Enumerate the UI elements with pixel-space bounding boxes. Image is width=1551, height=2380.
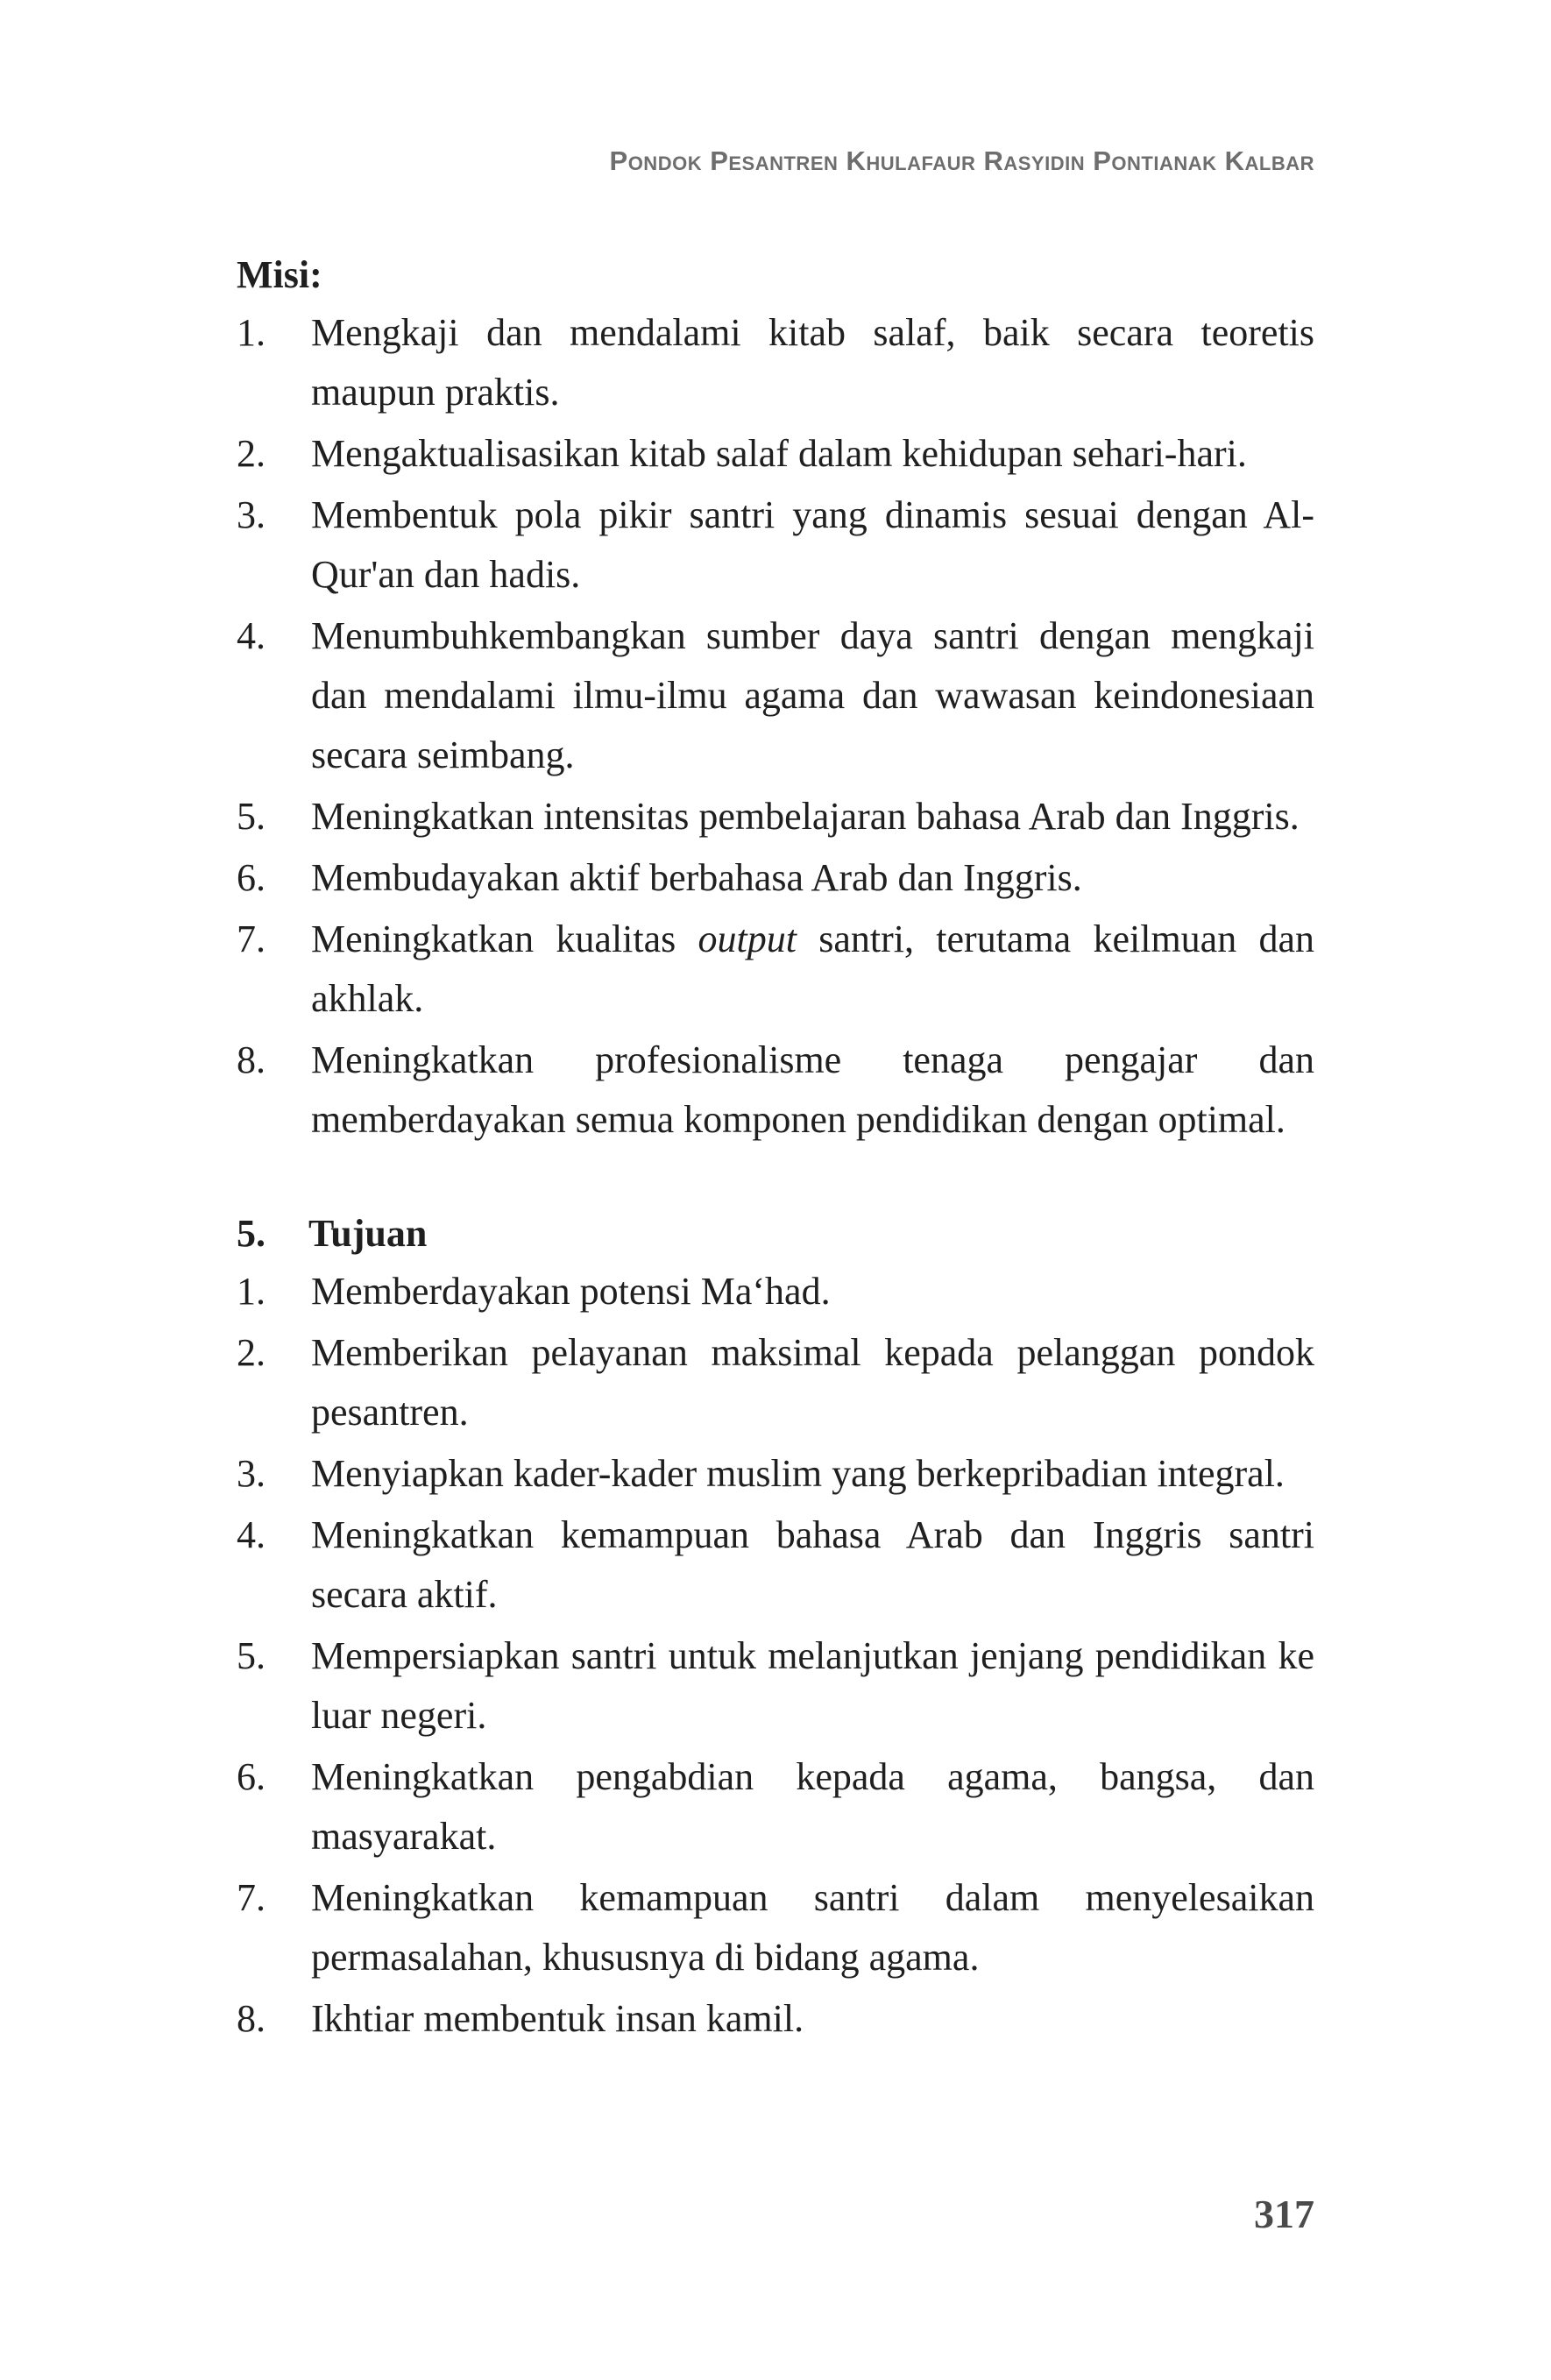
list-text: Menyiapkan kader-kader muslim yang berkepribadian integral. xyxy=(311,1452,1285,1495)
list-item xyxy=(237,1747,1314,1866)
list-number: 2. xyxy=(237,1331,266,1374)
section-spacer xyxy=(237,1151,1314,1206)
list-item xyxy=(237,1262,1314,1321)
list-text: Menumbuhkembangkan sumber daya santri dengan mengkaji dan mendalami ilmu-ilmu agama dan wawasan keindonesiaan secara seimbang. xyxy=(311,614,1314,776)
list-item xyxy=(237,1323,1314,1442)
tujuan-list xyxy=(237,1262,1314,2049)
list-number: 5. xyxy=(237,1634,266,1677)
list-number: 3. xyxy=(237,1452,266,1495)
list-number: 7. xyxy=(237,917,266,960)
list-number: 6. xyxy=(237,856,266,899)
list-item xyxy=(237,787,1314,846)
list-number: 2. xyxy=(237,432,266,475)
list-text: Meningkatkan kemampuan bahasa Arab dan Inggris santri secara aktif. xyxy=(311,1513,1314,1616)
page-body xyxy=(237,247,1314,2051)
list-item xyxy=(237,1626,1314,1746)
list-number: 8. xyxy=(237,1997,266,2040)
list-text: Meningkatkan profesionalisme tenaga pengajar dan memberdayakan semua komponen pendidikan dengan optimal. xyxy=(311,1038,1314,1141)
list-item xyxy=(237,1444,1314,1504)
list-number: 5. xyxy=(237,795,266,838)
list-text: Ikhtiar membentuk insan kamil. xyxy=(311,1997,804,2040)
misi-list xyxy=(237,303,1314,1150)
list-text: Meningkatkan kemampuan santri dalam menyelesaikan permasalahan, khususnya di bidang agama. xyxy=(311,1876,1314,1979)
list-text: Mengaktualisasikan kitab salaf dalam kehidupan sehari-hari. xyxy=(311,432,1247,475)
list-number: 1. xyxy=(237,311,266,354)
list-item xyxy=(237,485,1314,605)
list-text-before: Meningkatkan kualitas xyxy=(311,917,698,960)
list-item xyxy=(237,1505,1314,1625)
list-item xyxy=(237,910,1314,1029)
list-number: 4. xyxy=(237,1513,266,1556)
list-text: Meningkatkan intensitas pembelajaran bahasa Arab dan Inggris. xyxy=(311,795,1300,838)
list-number: 8. xyxy=(237,1038,266,1081)
list-number: 7. xyxy=(237,1876,266,1919)
list-text-after: santri, terutama keilmuan dan akhlak. xyxy=(311,917,1314,1020)
list-text: Memberdayakan potensi Ma‘had. xyxy=(311,1270,831,1313)
list-number: 4. xyxy=(237,614,266,657)
section-number: 5. xyxy=(237,1212,266,1255)
section-title: Tujuan xyxy=(308,1212,428,1255)
list-item xyxy=(237,848,1314,908)
list-text: Membudayakan aktif berbahasa Arab dan Inggris. xyxy=(311,856,1082,899)
list-text: Mempersiapkan santri untuk melanjutkan jenjang pendidikan ke luar negeri. xyxy=(311,1634,1314,1737)
list-number: 6. xyxy=(237,1755,266,1798)
list-number: 1. xyxy=(237,1270,266,1313)
list-item xyxy=(237,1989,1314,2049)
list-number: 3. xyxy=(237,493,266,536)
misi-heading: Misi: xyxy=(237,253,322,296)
list-item xyxy=(237,1868,1314,1987)
list-item xyxy=(237,424,1314,484)
list-item xyxy=(237,606,1314,785)
list-text-italic: output xyxy=(698,917,797,960)
list-item xyxy=(237,1031,1314,1150)
list-text: Mengkaji dan mendalami kitab salaf, baik secara teoretis maupun praktis. xyxy=(311,311,1314,414)
page-number: 317 xyxy=(1254,2192,1314,2236)
list-text: Memberikan pelayanan maksimal kepada pelanggan pondok pesantren. xyxy=(311,1331,1314,1434)
list-text: Meningkatkan pengabdian kepada agama, bangsa, dan masyarakat. xyxy=(311,1755,1314,1858)
list-item xyxy=(237,303,1314,422)
tujuan-heading xyxy=(237,1206,1314,1262)
running-header: Pondok Pesantren Khulafaur Rasyidin Pontianak Kalbar xyxy=(609,145,1314,176)
list-text: Membentuk pola pikir santri yang dinamis sesuai dengan Al-Qur'an dan hadis. xyxy=(311,493,1314,596)
